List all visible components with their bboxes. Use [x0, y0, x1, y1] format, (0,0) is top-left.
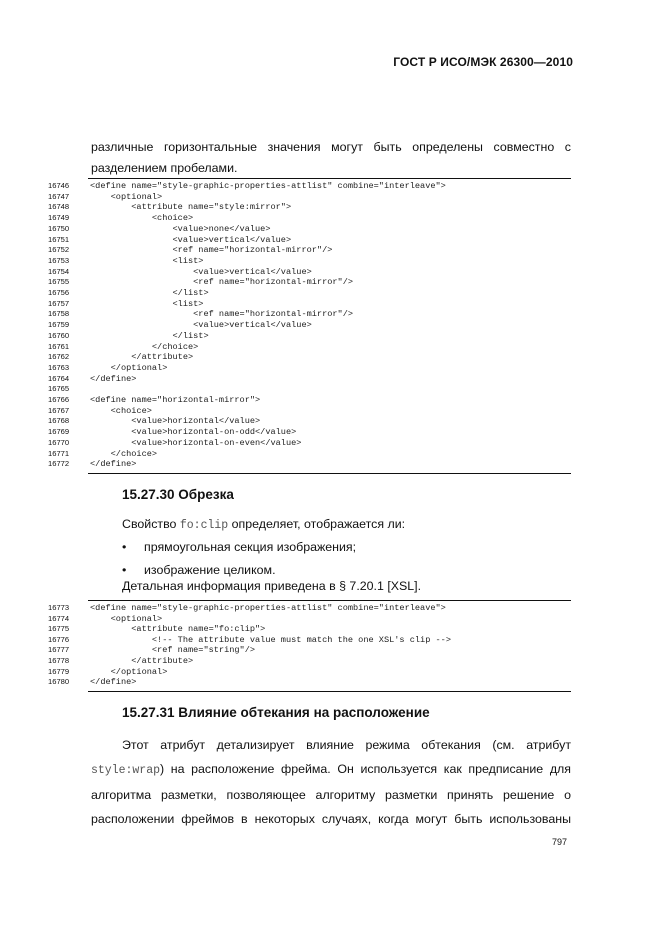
code-text: </define> [90, 373, 137, 384]
wrap-line-3: алгоритма разметки, позволяющее алгоритму разметки принять решение о [91, 788, 571, 802]
line-number: 16746 [48, 181, 70, 190]
code-rule-top [88, 178, 571, 179]
intro-line-1: различные горизонтальные значения могут быть определены совместно с [91, 140, 571, 154]
line-number: 16761 [48, 341, 70, 351]
code-text: </define> [90, 459, 137, 470]
code-text: <optional> [90, 613, 163, 624]
code-text: </define> [90, 677, 137, 688]
code-rule-bottom [88, 473, 571, 474]
wrap-paragraph [91, 733, 571, 831]
line-number: 16771 [48, 448, 70, 458]
line-number: 16774 [48, 613, 70, 623]
line-number: 16766 [48, 395, 70, 404]
line-number: 16760 [48, 330, 70, 340]
line-number: 16770 [48, 437, 70, 447]
clip-desc-text-end: определяет, отображается ли: [228, 517, 406, 531]
code-text: <ref name="string"/> [90, 645, 256, 656]
code-text: <ref name="horizontal-mirror"/> [90, 309, 354, 320]
line-number: 16750 [48, 223, 70, 233]
wrap-line-2-text: ) на расположение фрейма. Он используется как предписание для [160, 762, 571, 776]
section-heading-wrap: 15.27.31 Влияние обтекания на расположение [122, 705, 430, 720]
code-text: <list> [90, 255, 204, 266]
code-text: <value>horizontal</value> [90, 416, 261, 427]
wrap-line-2 [91, 757, 571, 783]
code-rule-bottom [88, 691, 571, 692]
line-number: 16768 [48, 416, 70, 426]
intro-paragraph [91, 137, 571, 179]
bullet-mark: • [122, 563, 127, 577]
code-listing-1 [48, 178, 571, 474]
line-number: 16747 [48, 191, 70, 201]
line-number: 16775 [48, 624, 70, 634]
line-number: 16757 [48, 298, 70, 308]
clip-property-code: fo:clip [179, 519, 229, 532]
line-number: 16765 [48, 384, 70, 394]
code-text: <attribute name="style:mirror"> [90, 202, 292, 213]
clip-description [122, 517, 405, 533]
code-text: <ref name="horizontal-mirror"/> [90, 245, 333, 256]
code-listing-2 [48, 600, 571, 692]
line-number: 16749 [48, 213, 70, 223]
line-number: 16751 [48, 234, 70, 244]
wrap-line-4: расположении фреймов в некоторых случаях, когда могут быть использованы [91, 812, 571, 826]
code-text: <ref name="horizontal-mirror"/> [90, 277, 354, 288]
code-text: <value>vertical</value> [90, 266, 312, 277]
detail-reference: Детальная информация приведена в § 7.20.1 [XSL]. [122, 579, 422, 593]
wrap-property-code: style:wrap [91, 764, 161, 777]
code-text: </list> [90, 330, 209, 341]
line-number: 16769 [48, 427, 70, 437]
intro-line-2: разделением пробелами. [91, 161, 238, 175]
line-number: 16778 [48, 656, 70, 665]
code-text: </attribute> [90, 656, 194, 666]
section-heading-clip: 15.27.30 Обрезка [122, 487, 234, 502]
line-number: 16764 [48, 373, 70, 383]
code-text: </choice> [90, 448, 158, 459]
code-text: <value>horizontal-on-odd</value> [90, 427, 297, 438]
line-number: 16759 [48, 320, 70, 330]
line-number: 16773 [48, 603, 70, 612]
list-item [122, 563, 276, 578]
code-text: <value>vertical</value> [90, 320, 312, 331]
code-text: <define name="horizontal-mirror"> [90, 395, 261, 405]
code-text: </optional> [90, 666, 168, 677]
code-text: <!-- The attribute value must match the one XSL's clip --> [90, 634, 451, 645]
code-text: <value>horizontal-on-even</value> [90, 437, 302, 448]
code-text: <optional> [90, 191, 163, 202]
line-number: 16763 [48, 362, 70, 372]
line-number: 16776 [48, 634, 70, 644]
code-text: <list> [90, 298, 204, 309]
line-number: 16772 [48, 459, 70, 469]
code-text: <value>vertical</value> [90, 234, 292, 245]
code-text: <define name="style-graphic-properties-attlist" combine="interleave"> [90, 603, 446, 613]
line-number: 16777 [48, 645, 70, 655]
line-number: 16754 [48, 266, 70, 276]
line-number: 16779 [48, 666, 70, 676]
line-number: 16753 [48, 255, 70, 265]
line-number: 16755 [48, 277, 70, 287]
line-number: 16762 [48, 352, 70, 362]
line-number: 16748 [48, 202, 70, 212]
code-text: </list> [90, 288, 209, 298]
wrap-line-1: Этот атрибут детализирует влияние режима обтекания (см. атрибут [122, 738, 571, 752]
bullet-mark: • [122, 540, 127, 554]
code-rule-top [88, 600, 571, 601]
code-text: </choice> [90, 341, 199, 352]
page-number: 797 [552, 837, 568, 847]
clip-desc-text: Свойство [122, 517, 180, 531]
line-number: 16780 [48, 677, 70, 687]
list-item [122, 540, 356, 555]
code-text: <choice> [90, 213, 194, 224]
code-text: <value>none</value> [90, 223, 271, 234]
list-item-text: прямоугольная секция изображения; [144, 540, 357, 554]
code-text: </attribute> [90, 352, 194, 363]
line-number: 16756 [48, 288, 70, 297]
code-text: <attribute name="fo:clip"> [90, 624, 266, 635]
line-number: 16758 [48, 309, 70, 319]
list-item-text: изображение целиком. [144, 563, 276, 577]
line-number: 16752 [48, 245, 70, 255]
code-text: </optional> [90, 362, 168, 373]
code-text: <choice> [90, 405, 152, 416]
code-text: <define name="style-graphic-properties-attlist" combine="interleave"> [90, 181, 446, 191]
line-number: 16767 [48, 405, 70, 415]
document-header: ГОСТ Р ИСО/МЭК 26300—2010 [393, 55, 573, 69]
